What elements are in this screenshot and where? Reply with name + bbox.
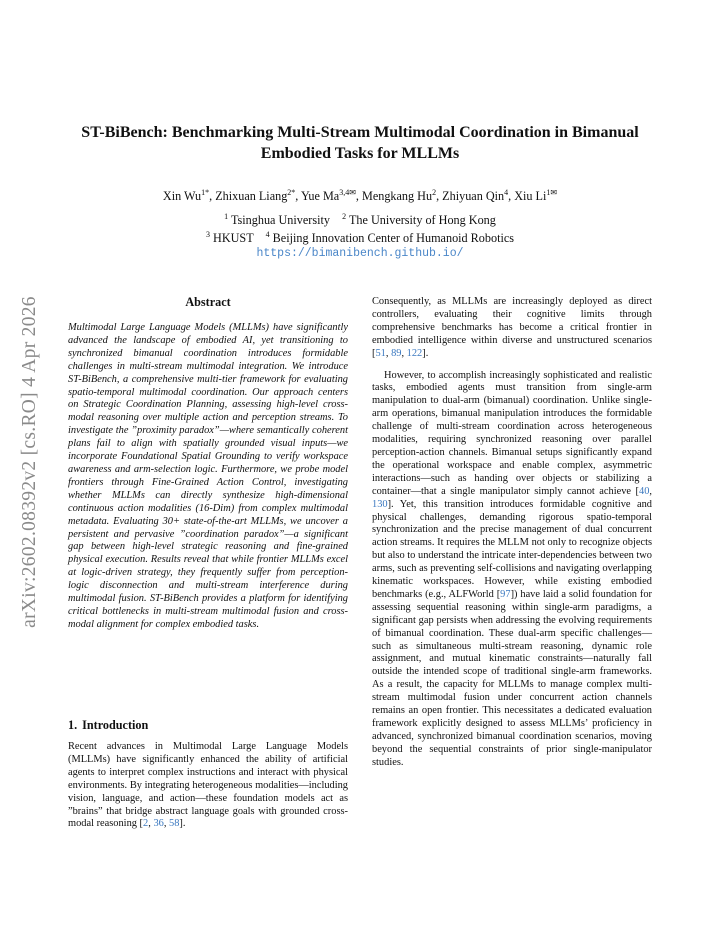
body-column-right: [372, 296, 652, 770]
abstract-body: [68, 322, 348, 632]
author: Zhiyuan Qin$^4$: [442, 187, 509, 203]
author: Mengkang Hu$^2$: [362, 187, 437, 203]
citation-link[interactable]: 36: [153, 818, 164, 830]
intro-paragraph: Recent advances in Multimodal Large Language Models (MLLMs) have significantly enhanced the ability of artificial agents to interpret complex instructions and interact with physical environments. By integrating heterogeneous modalities—including vision, language, and action—these foundation models act as ”brains” that bridge abstract language goals with grounded cross-modal reasoning [2, 36, 58].: [68, 741, 348, 830]
project-url-link[interactable]: https://bimanibench.github.io/: [256, 247, 464, 260]
paper-title: ST-BiBench: Benchmarking Multi-Stream Multimodal Coordination in Bimanual Embodied Tasks for MLLMs: [81, 124, 639, 162]
citation-link[interactable]: 97: [500, 588, 511, 600]
citation-link[interactable]: 122: [406, 347, 423, 359]
affiliation: The University of Hong Kong: [348, 213, 496, 227]
citation-link[interactable]: 58: [169, 818, 180, 830]
affiliation: Tsinghua University: [230, 213, 330, 227]
affiliations-line-1: $^1$ Tsinghua University $^2$ The University of Hong Kong: [224, 211, 496, 227]
citation-link[interactable]: 40: [639, 485, 650, 497]
abstract-text: Multimodal Large Language Models (MLLMs) have significantly advanced the landscape of embodied AI, yet transitioning to synchronized bimanual coordination introduces formidable challenges in multi-stream multimodal integration. We introduce ST-BiBench, a comprehensive multi-tier framework for evaluating spatio-temporal multimodal coordination. Our approach centers on Strategic Coordination Planning, assessing high-level cross-modal reasoning over multiple action and perception streams. To investigate the ”proximity paradox”—where semantically coherent plans fail to align with spatially grounded visual inputs—we incorporate Foundational Spatial Grounding to verify workspace awareness and arm-selection logic. Furthermore, we probe model frontiers through Fine-Grained Action Control, investigating whether MLLMs can directly synthesize high-dimensional continuous action modalities (16-Dim) from complex multimodal metadata. Evaluating 30+ state-of-the-art MLLMs, we uncover a persistent and pervasive ”coordination paradox”—a significant gap between high-level strategic reasoning and fine-grained physical execution. Results reveal that while frontier MLLMs excel at logic-driven strategy, they frequently suffer from perception-logic disconnection and multi-stream interference during multimodal fusion. ST-BiBench provides a platform for identifying critical bottlenecks in multi-stream multimodal fusion and cross-modal alignment for complex embodied tasks.: [68, 322, 348, 630]
author: Zhixuan Liang$^{2*}$: [215, 187, 296, 203]
abstract-heading: Abstract: [185, 295, 231, 309]
author-list: Xin $Wu^{1*}$, Zhixuan Liang$^{2*}$, Yue $Ma^{3,4✉}$, Mengkang Hu$^2$, Zhiyuan Qin$^4$, Xiu $Li^{1✉}$: [162, 187, 558, 203]
introduction-column-left: [68, 741, 348, 831]
body-paragraph: Consequently, as MLLMs are increasingly deployed as direct controllers, evaluating their cognitive limits through comprehensive benchmarks has become a critical frontier in embodied intelligence within diverse and unstructured scenarios [51, 89, 122].: [372, 296, 652, 359]
author: Xin $Wu^{1*}$: [162, 187, 210, 203]
affiliation: HKUST: [213, 231, 254, 245]
citation-link[interactable]: 130: [372, 498, 388, 510]
author: Xiu $Li^{1✉}$: [514, 187, 558, 203]
arxiv-sidebar-stamp: [8, 262, 52, 662]
affiliation: Beijing Innovation Center of Humanoid Robotics: [272, 231, 515, 245]
introduction-heading: 1. Introduction: [68, 718, 149, 732]
citation-link[interactable]: 89: [391, 347, 402, 359]
citation-link[interactable]: 51: [375, 347, 386, 359]
body-paragraph: However, to accomplish increasingly sophisticated and realistic tasks, embodied agents must transition from single-arm manipulation to dual-arm (bimanual) coordination. Unlike single-arm operations, bimanual manipulation introduces the formidable challenge of multi-stream coordination across heterogeneous modalities, requiring synchronized reasoning over parallel perception-action channels. Bimanual setups significantly expand the operational workspace and enable complex, asymmetric interactions—such as handing over objects or stabilizing a container—that a single manipulator simply cannot achieve [40, 130]. Yet, this transition introduces formidable cognitive and physical challenges, demanding rigorous spatio-temporal synchronization and the precise management of dual concurrent action streams. It requires the MLLM not only to recognize objects but also to understand the intricate inter-dependencies between two arms, such as preventing self-collisions and navigating overlapping kinematic workspaces. However, while existing embodied benchmarks (e.g., ALFWorld [97]) have laid a solid foundation for assessing sequential reasoning within single-arm paradigms, a significant gap persists when addressing the evolving requirements of bimanual coordination. These dual-arm specific challenges—such as simultaneous multi-stream reasoning, dynamic role assignment, and mutual kinematic constraints—naturally fall outside the intended scope of traditional single-arm frameworks. As a result, the capacity for MLLMs to manage complex multi-stream multimodal fusion under concurrent action channels remains an open frontier. This necessitates a dedicated evaluation framework explicitly designed to assess MLLMs’ proficiency in advanced, synchronized bimanual coordination scenarios, moving beyond the sequential constraints of prior single-manipulator studies.: [372, 369, 652, 768]
affiliations-line-2: $^3$ HKUST $^4$ Beijing Innovation Center of Humanoid Robotics: [205, 229, 515, 245]
author: Yue $Ma^{3,4✉}$: [300, 187, 356, 203]
arxiv-identifier: arXiv:2602.08392v2 [cs.RO] 4 Apr 2026: [19, 296, 40, 628]
citation-link[interactable]: 2: [143, 818, 149, 830]
